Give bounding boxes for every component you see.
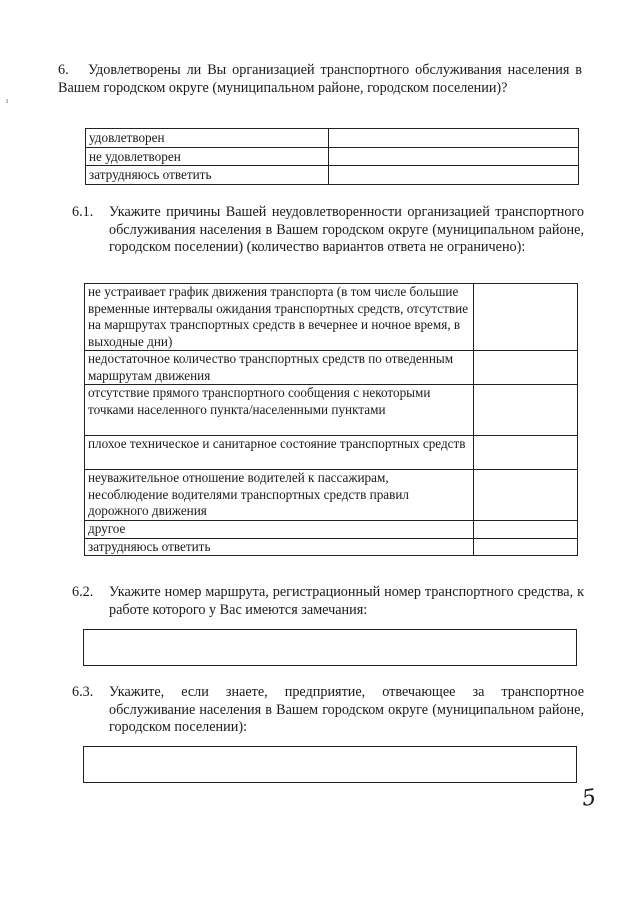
- answer-cell[interactable]: [473, 470, 577, 521]
- table-row: [85, 521, 578, 539]
- reason-label: затрудняюсь ответить: [85, 538, 474, 556]
- question-6-2-text: Укажите номер маршрута, регистрационный номер транспортного средства, к работе которого у Вас имеются замечания:: [109, 584, 584, 618]
- option-label: затрудняюсь ответить: [86, 166, 329, 185]
- reason-label: недостаточное количество транспортных средств по отведенным маршрутам движения: [85, 351, 474, 385]
- question-6-1-text: Укажите причины Вашей неудовлетворенности организацией транспортного обслуживания населения в Вашем городском округе (муниципальном районе, городском поселении) (количество вариантов ответа не ограничено):: [109, 204, 584, 255]
- answer-cell[interactable]: [473, 521, 577, 539]
- question-6-1: [72, 204, 584, 257]
- answer-cell[interactable]: [329, 166, 579, 185]
- reasons-table: [84, 283, 578, 556]
- question-6-1-number: 6.1.: [72, 204, 94, 220]
- question-6: [58, 62, 582, 97]
- operator-answer-field[interactable]: [83, 746, 577, 783]
- answer-cell[interactable]: [329, 147, 579, 166]
- option-label: удовлетворен: [86, 129, 329, 148]
- question-6-number: 6.: [58, 62, 69, 78]
- question-6-3-text: Укажите, если знаете, предприятие, отвечающее за транспортное обслуживание населения в Вашем городском округе (муниципальном районе, городском поселении):: [109, 684, 584, 735]
- satisfaction-table: [85, 128, 579, 185]
- table-row: [86, 129, 579, 148]
- page-number: 5: [580, 785, 598, 812]
- answer-cell[interactable]: [473, 436, 577, 470]
- question-6-3-number: 6.3.: [72, 684, 94, 700]
- table-row: [86, 166, 579, 185]
- answer-cell[interactable]: [473, 351, 577, 385]
- table-row: [85, 284, 578, 351]
- table-row: [85, 470, 578, 521]
- question-6-3: [72, 684, 584, 737]
- answer-cell[interactable]: [329, 129, 579, 148]
- margin-mark: ı: [6, 96, 9, 105]
- option-label: не удовлетворен: [86, 147, 329, 166]
- table-row: [85, 538, 578, 556]
- question-6-text: Удовлетворены ли Вы организацией транспортного обслуживания населения в Вашем городском округе (муниципальном районе, городском поселении)?: [58, 62, 582, 96]
- table-row: [85, 351, 578, 385]
- table-row: [86, 147, 579, 166]
- answer-cell[interactable]: [473, 385, 577, 436]
- answer-cell[interactable]: [473, 284, 577, 351]
- reason-label: другое: [85, 521, 474, 539]
- table-row: [85, 385, 578, 436]
- reason-label: неуважительное отношение водителей к пассажирам, несоблюдение водителями транспортных средств правил дорожного движения: [85, 470, 474, 521]
- table-row: [85, 436, 578, 470]
- question-6-2: [72, 584, 584, 619]
- reason-label: не устраивает график движения транспорта (в том числе большие временные интервалы ожидания транспортных средств, отсутствие на маршрутах транспортных средств в вечернее и ночное время, в выходные дни): [85, 284, 474, 351]
- reason-label: отсутствие прямого транспортного сообщения с некоторыми точками населенного пункта/населенными пунктами: [85, 385, 474, 436]
- reason-label: плохое техническое и санитарное состояние транспортных средств: [85, 436, 474, 470]
- question-6-2-number: 6.2.: [72, 584, 94, 600]
- route-answer-field[interactable]: [83, 629, 577, 666]
- answer-cell[interactable]: [473, 538, 577, 556]
